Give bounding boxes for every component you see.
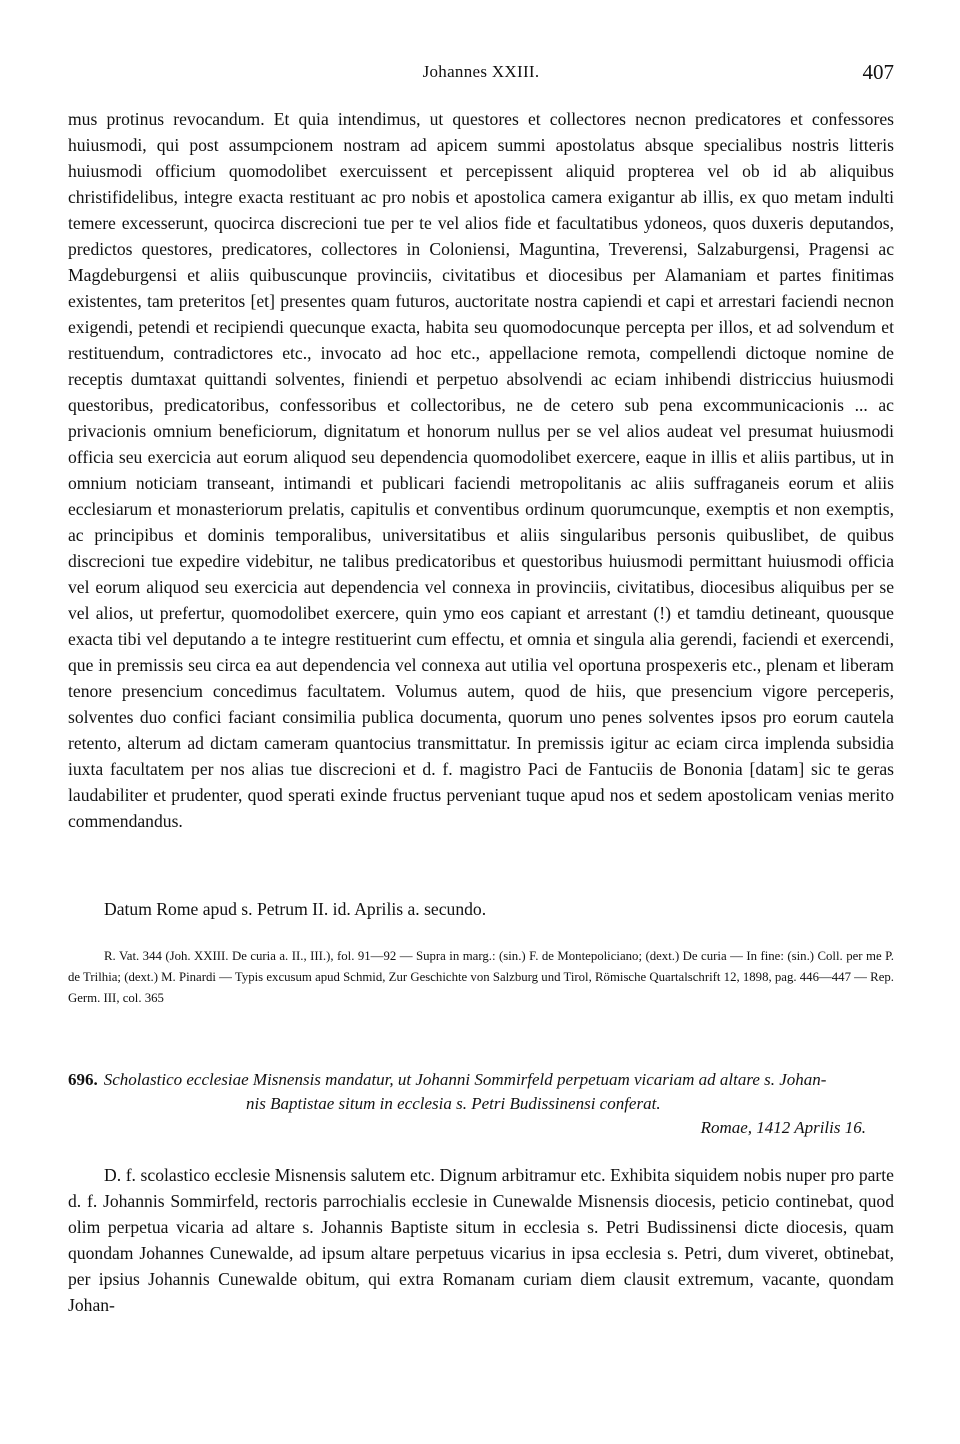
- document-number: 696.: [68, 1070, 98, 1089]
- letter-text: [68, 1162, 894, 1318]
- letter-paragraph: D. f. scolastico ecclesie Misnensis salutem etc. Dignum arbitramur etc. Exhibita siquidem nobis nuper pro parte d. f. Johannis Sommirfeld, rectoris parrochialis ecclesie in Cunewalde Misnensis diocesis, peticio continebat, quod olim perpetua vicaria ad altare s. Johannis Baptiste situm in ecclesia s. Petri Budissinensi dicte diocesis, quam quondam Johannes Cunewalde, ad ipsum altare perpetuus vicarius in ipsa ecclesia s. Petri, dum viveret, obtinebat, per ipsius Johannis Cunewalde obitum, qui extra Romanam curiam diem clausit extremum, vacante, quondam Johan-: [68, 1165, 894, 1315]
- summary-text-1: Scholastico ecclesiae Misnensis mandatur, ut Johanni Sommirfeld perpetuam vicariam ad altare s. Johan-: [103, 1070, 827, 1089]
- page-number: 407: [862, 60, 894, 84]
- place-date: Romae, 1412 Aprilis 16.: [700, 1118, 866, 1137]
- document-heading: [68, 1068, 894, 1140]
- main-paragraph: mus protinus revocandum. Et quia intendimus, ut questores et collectores necnon predicatores et confessores huiusmodi, qui post assumpcionem nostram ad apicem summi apostolatus absque specialibus nostris litteris huiusmodi officium quomodolibet exercuissent et percepissent aliquid propterea vel ob id ab aliquibus christifidelibus, integre exacta restituant ac pro nobis et apostolica camera exigantur ab illis, ex quo metam indulti temere excesserunt, quocirca discrecioni tue per te vel alios fide et facultatibus ydoneos, quos duxeris deputandos, predictos questores, predicatores, collectores in Coloniensi, Maguntina, Treverensi, Salzaburgensi, Pragensi ac Magdeburgensi et aliis quibuscunque provinciis, civitatibus et diocesibus per Alamaniam et partes finitimas existentes, tam preteritos [et] presentes quam futuros, auctoritate nostra capiendi et capi et arrestari faciendi necnon exigendi, petendi et recipiendi quecunque exacta, habita seu quomodocunque percepta per illos, et ad solvendum et restituendum, contradictores etc., invocato ad hoc etc., appellacione remota, compellendi dictoque nomine de receptis dumtaxat quittandi solventes, finiendi et perpetuo absolvendi ac eciam inhibendi districcius huiusmodi questoribus, predicatoribus, confessoribus et collectoribus, ne de cetero sub pena excommunicacionis ... ac privacionis omnium beneficiorum, dignitatum et honorum nullus per se vel alios audeat vel presumat huiusmodi officia seu exercicia aut eorum aliquod seu dependencia quomodolibet exercere, eaque in illis et aliis partibus, ut in omnium noticiam transeant, intimandi et publicari faciendi metropolitanis ac aliis suffraganeis eorum et aliis ecclesiarum et monasteriorum prelatis, capitulis et conventibus ordinum quorumcunque, exemptis et non exemptis, ac principibus et dominis temporalibus, universitatibus et aliis singularibus personis quibuslibet, de quibus discrecioni tue expedire videbitur, ne talibus predicatoribus et questoribus huiusmodi permittant huiusmodi officia vel eorum aliquod seu exercicia aut dependencia vel connexa in provinciis, civitatibus, diocesibus aliquibus per se vel alios, ut prefertur, quomodolibet exercere, quin ymo eos capiant et arrestant (!) et tamdiu detineant, quousque exacta tibi vel deputando a te integre restituerint cum effectu, et omnia et singula alia gerendi, faciendi et exercendi, que in premissis seu circa ea aut dependencia vel connexa aut utilia vel oportuna prospexeris etc., plenam et liberam tenore presencium concedimus facultatem. Volumus autem, quod de hiis, que presencium vigore perceperis, solventes duo confici faciant consimilia publica documenta, quorum uno penes solventes ipsos pro eorum cautela retento, alterum ad dictam cameram quantocius transmittatur. In premissis igitur ac eciam circa implenda subsidia iuxta facultatem per nos alias tue discrecioni et d. f. magistro Paci de Fantuciis de Bononia [datam] sic te geras laudabiliter et prudenter, quod sperati exinde fructus perveniant tuque apud nos et sedem apostolicam venias merito commendandus.: [68, 109, 894, 831]
- summary-line-1: [68, 1068, 894, 1092]
- dating-clause: Datum Rome apud s. Petrum II. id. Aprilis a. secundo.: [104, 899, 487, 919]
- page-header: [68, 60, 894, 90]
- source-notes-text: R. Vat. 344 (Joh. XXIII. De curia a. II., III.), fol. 91—92 — Supra in marg.: (sin.) F. de Montepoliciano; (dext.) De curia — In fine: (sin.) Coll. per me P. de Trilhia; (dext.) M. Pinardi — Typis excusum apud Schmid, Zur Geschichte von Salzburg und Tirol, Römische Quartalschrift 12, 1898, pag. 446—447 — Rep. Germ. III, col. 365: [68, 949, 894, 1005]
- source-notes: [68, 946, 894, 1009]
- running-head: Johannes XXIII.: [422, 62, 540, 81]
- summary-line-2: nis Baptistae situm in ecclesia s. Petri Budissinensi conferat.: [246, 1094, 661, 1113]
- main-text: [68, 106, 894, 834]
